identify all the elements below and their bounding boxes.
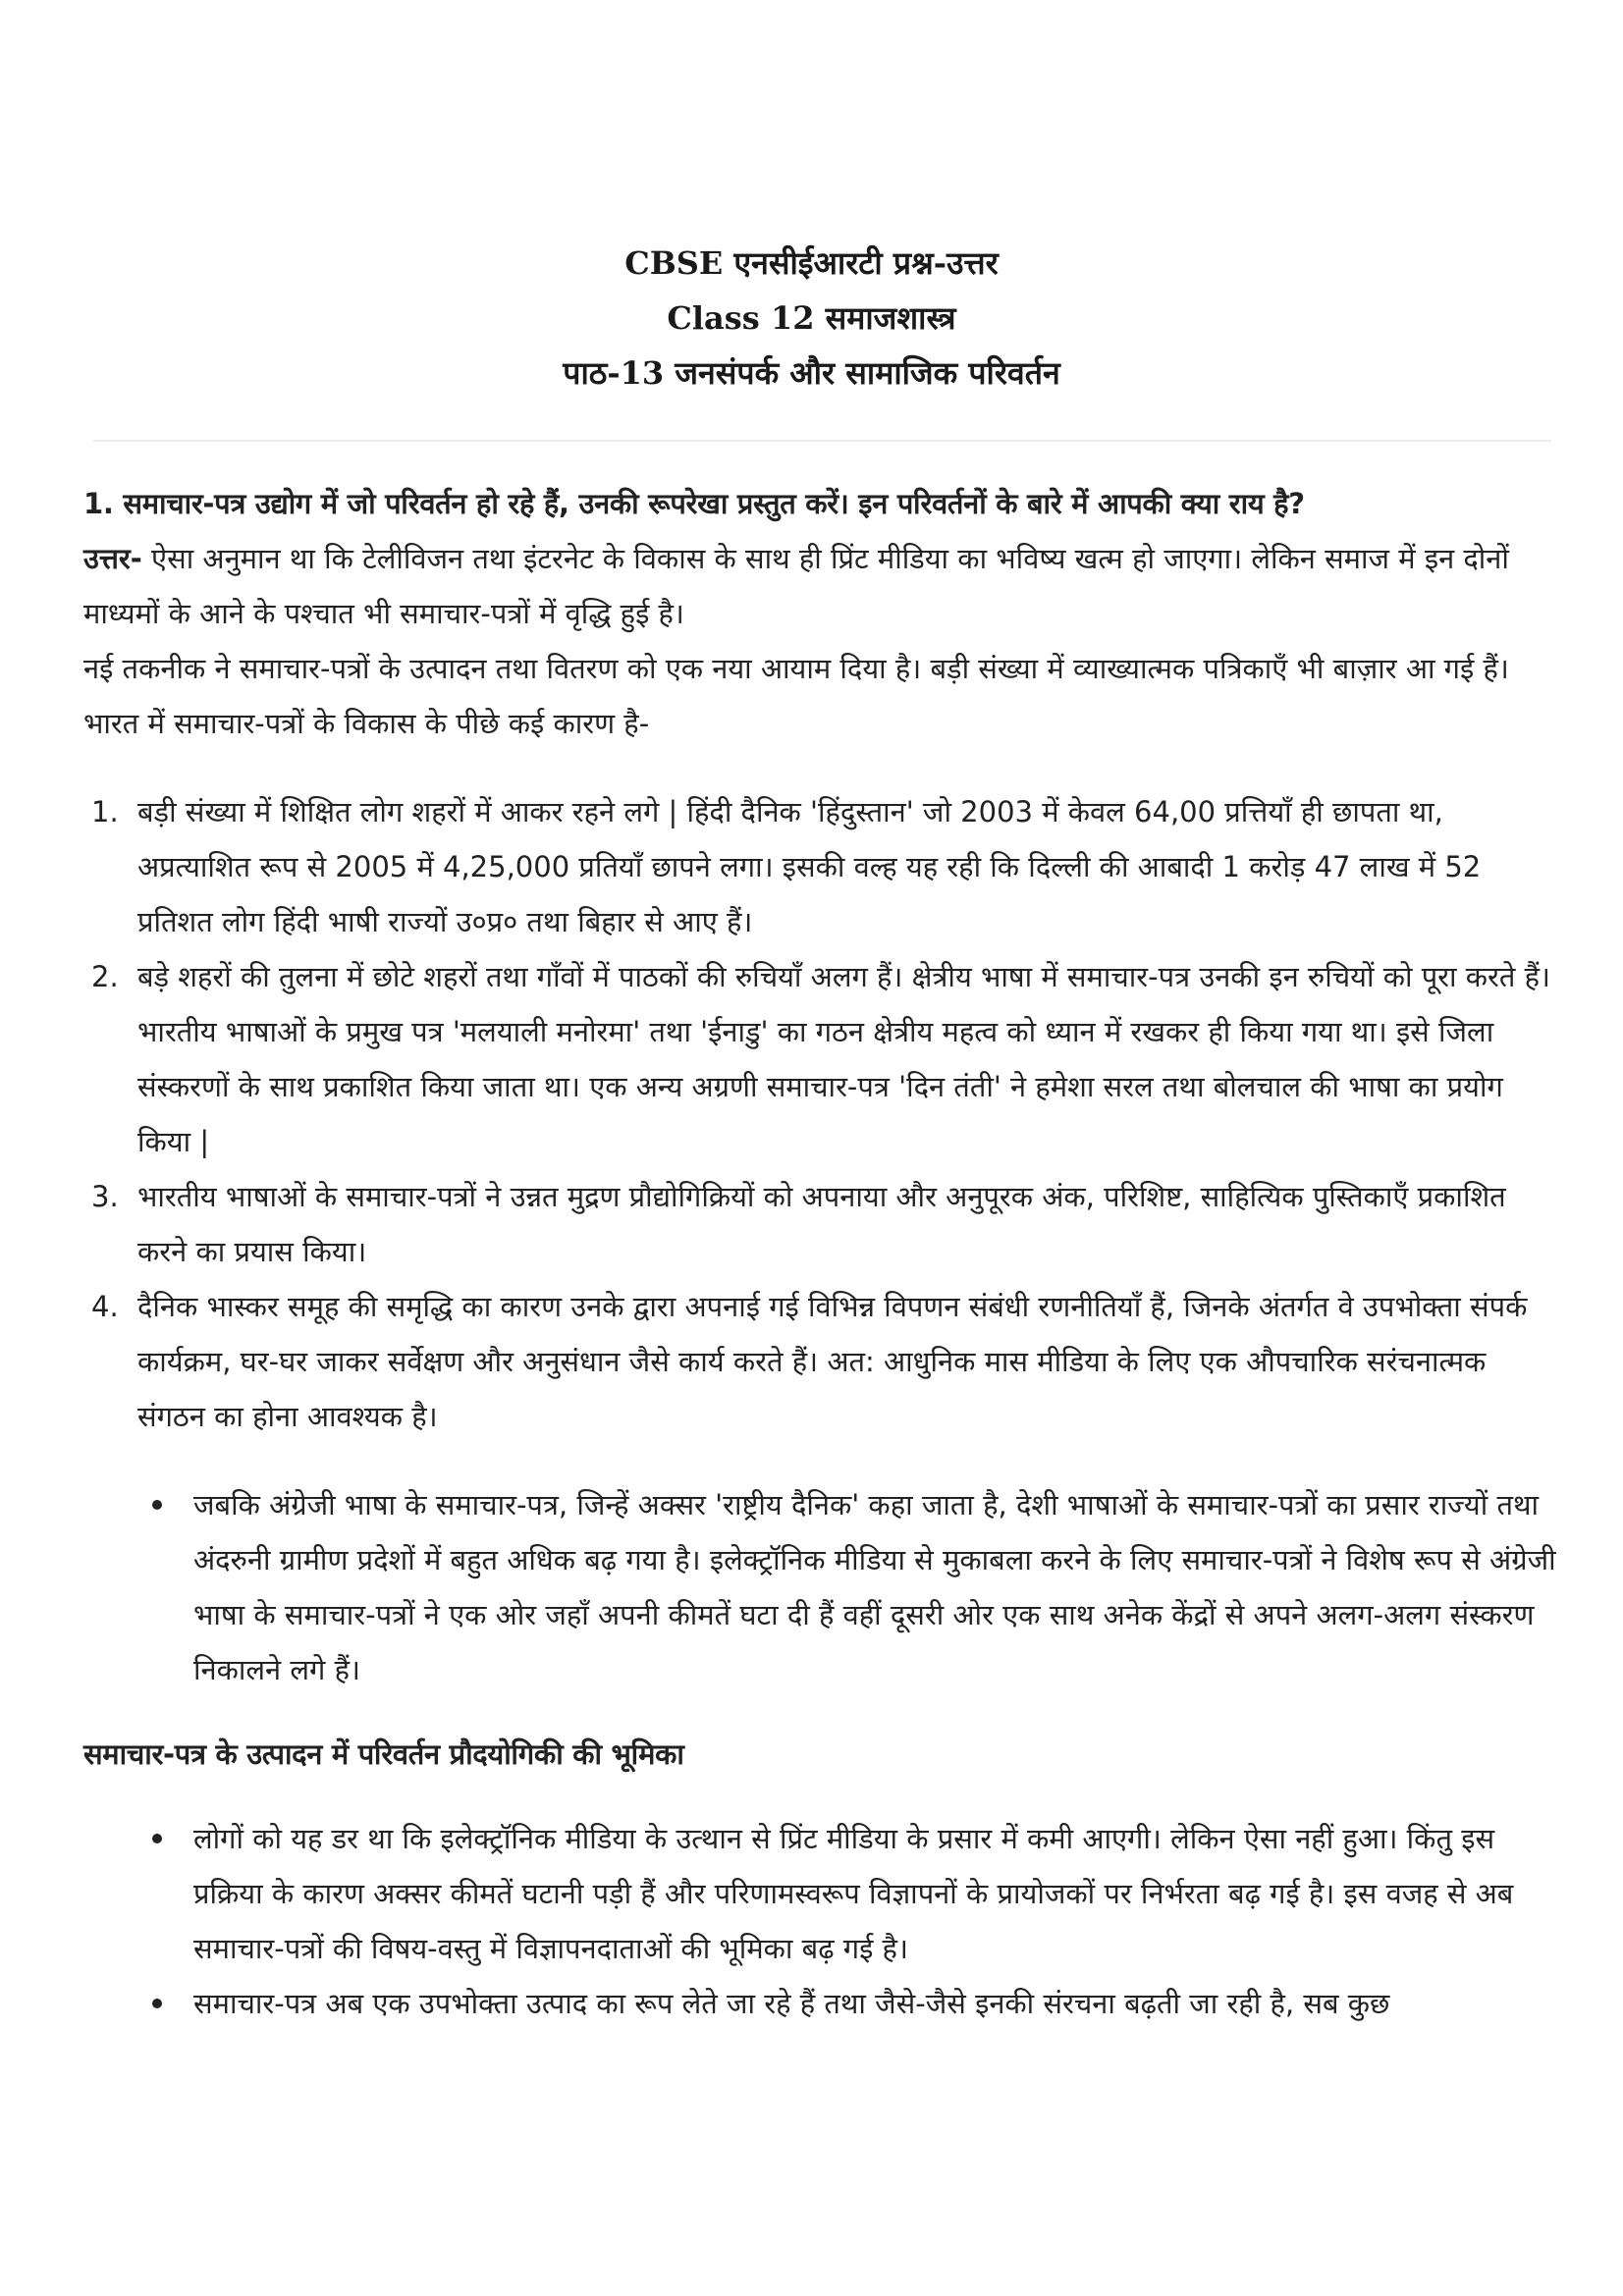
bullet-item-text: लोगों को यह डर था कि इलेक्ट्रॉनिक मीडिया के उत्थान से प्रिंट मीडिया के प्रसार में कमी आएगी। लेकिन ऐसा नहीं हुआ। किंतु इस प्रक्रिया के कारण अक्सर कीमतें घटानी पड़ी हैं और परिणामस्वरूप विज्ञापनों के प्रायोजकों पर निर्भरता बढ़ गई है। इस वजह से अब समाचार-पत्रों की विषय-वस्तु में विज्ञापनदाताओं की भूमिका बढ़ गई है।	[193, 1822, 1514, 1965]
question-text: 1. समाचार-पत्र उद्योग में जो परिवर्तन हो रहे हैं, उनकी रूपरेखा प्रस्तुत करें। इन परिवर्तनों के बारे में आपकी क्या राय है?	[83, 487, 1305, 520]
bullet-list-2	[83, 1811, 1556, 2031]
list-number: 4.	[91, 1290, 119, 1323]
list-item-text: दैनिक भास्कर समूह की समृद्धि का कारण उनके द्वारा अपनाई गई विभिन्न विपणन संबंधी रणनीतियाँ हैं, जिनके अंतर्गत वे उपभोक्ता संपर्क कार्यक्रम, घर-घर जाकर सर्वेक्षण और अनुसंधान जैसे कार्य करते हैं। अत: आधुनिक मास मीडिया के लिए एक औपचारिक सरंचनात्मक संगठन का होना आवश्यक है।	[137, 1290, 1528, 1433]
answer-paragraph-1-text: ऐसा अनुमान था कि टेलीविजन तथा इंटरनेट के विकास के साथ ही प्रिंट मीडिया का भविष्य खत्म हो जाएगा। लेकिन समाज में इन दोनों माध्यमों के आने के पश्चात भी समाचार-पत्रों में वृद्धि हुई है।	[83, 542, 1509, 630]
bullet-item	[83, 1976, 1556, 2031]
list-item	[83, 1169, 1556, 1279]
bullet-dot-icon	[152, 1500, 162, 1510]
list-item-text: बड़ी संख्या में शिक्षित लोग शहरों में आकर रहने लगे | हिंदी दैनिक 'हिंदुस्तान' जो 2003 में केवल 64,00 प्रत्तियाँ ही छापता था, अप्रत्याशित रूप से 2005 में 4,25,000 प्रतियाँ छापने लगा। इसकी वल्ह यह रही कि दिल्ली की आबादी 1 करोड़ 47 लाख में 52 प्रतिशत लोग हिंदी भाषी राज्यों उ०प्र० तथा बिहार से आए हैं।	[137, 795, 1482, 938]
list-item-text: भारतीय भाषाओं के समाचार-पत्रों ने उन्नत मुद्रण प्रौद्योगिक्रियों को अपनाया और अनुपूरक अंक, परिशिष्ट, साहित्यिक पुस्तिकाएँ प्रकाशित करने का प्रयास किया।	[137, 1180, 1506, 1268]
document-header	[0, 236, 1623, 400]
list-item-text: बड़े शहरों की तुलना में छोटे शहरों तथा गाँवों में पाठकों की रुचियाँ अलग हैं। क्षेत्रीय भाषा में समाचार-पत्र उनकी इन रुचियों को पूरा करते हैं। भारतीय भाषाओं के प्रमुख पत्र 'मलयाली मनोरमा' तथा 'ईनाडु' का गठन क्षेत्रीय महत्व को ध्यान में रखकर ही किया गया था। इसे जिला संस्करणों के साथ प्रकाशित किया जाता था। एक अन्य अग्रणी समाचार-पत्र 'दिन तंती' ने हमेशा सरल तथा बोलचाल की भाषा का प्रयोग किया |	[137, 960, 1551, 1158]
header-chapter: पाठ-13 जनसंपर्क और सामाजिक परिवर्तन	[563, 354, 1060, 392]
bullet-item-text: समाचार-पत्र अब एक उपभोक्ता उत्पाद का रूप लेते जा रहे हैं तथा जैसे-जैसे इनकी संरचना बढ़ती जा रही है, सब कुछ	[193, 1987, 1390, 2020]
reasons-list	[83, 784, 1556, 1444]
bullet-item	[83, 1477, 1556, 1697]
list-number: 1.	[91, 795, 119, 828]
document-body	[83, 476, 1556, 2031]
list-item	[83, 784, 1556, 949]
answer-paragraph-2: नई तकनीक ने समाचार-पत्रों के उत्पादन तथा वितरण को एक नया आयाम दिया है। बड़ी संख्या में व्याख्यात्मक पत्रिकाएँ भी बाज़ार आ गई हैं। भारत में समाचार-पत्रों के विकास के पीछे कई कारण है-	[83, 652, 1509, 740]
header-class: Class 12 समाजशास्त्र	[667, 299, 956, 337]
list-number: 3.	[91, 1180, 119, 1213]
bullet-item	[83, 1811, 1556, 1976]
bullet-item-text: जबकि अंग्रेजी भाषा के समाचार-पत्र, जिन्हें अक्सर 'राष्ट्रीय दैनिक' कहा जाता है, देशी भाषाओं के समाचार-पत्रों का प्रसार राज्यों तथा अंदरुनी ग्रामीण प्रदेशों में बहुत अधिक बढ़ गया है। इलेक्ट्रॉनिक मीडिया से मुकाबला करने के लिए समाचार-पत्रों ने विशेष रूप से अंग्रेजी भाषा के समाचार-पत्रों ने एक ओर जहाँ अपनी कीमतें घटा दी हैं वहीं दूसरी ओर एक साथ अनेक केंद्रों से अपने अलग-अलग संस्करण निकालने लगे हैं।	[193, 1488, 1556, 1686]
header-divider	[93, 440, 1551, 442]
bullet-dot-icon	[152, 1999, 162, 2008]
bullet-list-1	[83, 1477, 1556, 1697]
bullet-dot-icon	[152, 1834, 162, 1843]
header-title: CBSE एनसीईआरटी प्रश्न-उत्तर	[624, 244, 999, 282]
section-heading: समाचार-पत्र के उत्पादन में परिवर्तन प्रौदयोगिकी की भूमिका	[83, 1737, 684, 1771]
answer-label: उत्तर-	[83, 542, 142, 575]
answer-paragraph-1	[83, 531, 1556, 641]
list-item	[83, 949, 1556, 1169]
list-item	[83, 1279, 1556, 1444]
list-number: 2.	[91, 960, 119, 993]
